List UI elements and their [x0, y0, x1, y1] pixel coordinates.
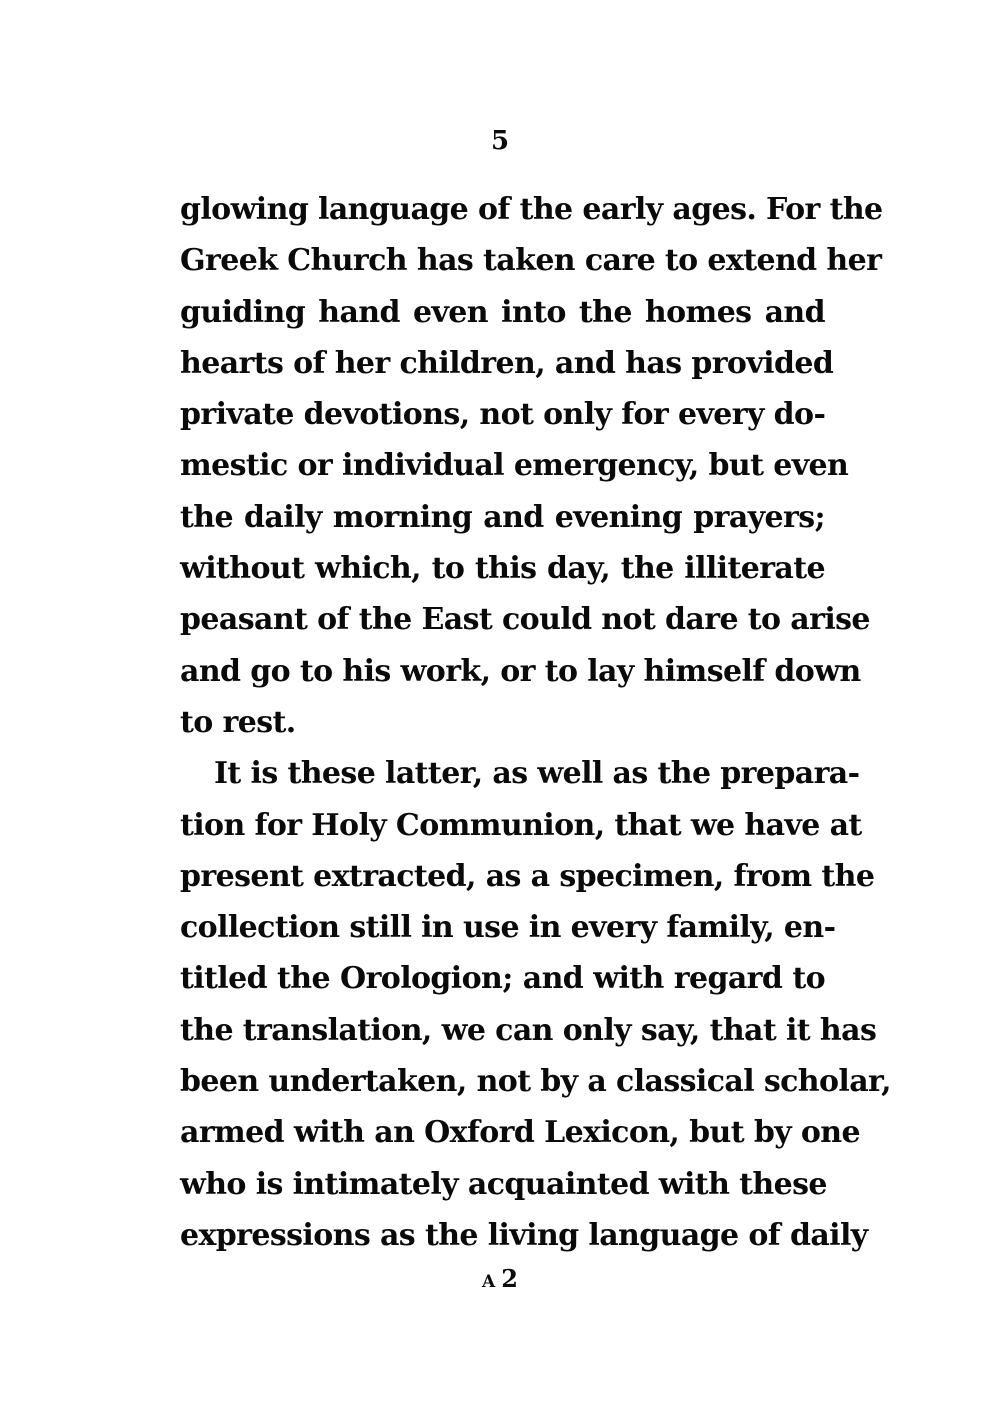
text-line: glowing language of the early ages. For the: [180, 192, 883, 227]
page-number: 5: [490, 126, 510, 156]
printer-signature-mark: [0, 1264, 1000, 1293]
text-line: present extracted, as a specimen, from the: [180, 858, 875, 894]
text-line: been undertaken, not by a classical scholar,: [180, 1064, 891, 1100]
text-line: hearts of her children, and has provided: [180, 345, 834, 381]
text-line-paragraph-start: It is these latter, as well as the prepara-: [214, 756, 860, 792]
text-line: without which, to this day, the illiterate: [180, 551, 825, 587]
text-line: mestic or individual emergency, but even: [180, 448, 849, 484]
text-line: collection still in use in every family, en-: [180, 910, 836, 946]
text-line: the daily morning and evening prayers;: [180, 499, 825, 535]
text-line: who is intimately acquainted with these: [180, 1166, 827, 1202]
text-line: the translation, we can only say, that it has: [180, 1012, 877, 1048]
text-line: Greek Church has taken care to extend her: [180, 243, 882, 279]
text-line: armed with an Oxford Lexicon, but by one: [180, 1115, 860, 1151]
text-line: and go to his work, or to lay himself down: [180, 653, 861, 689]
signature-number: 2: [501, 1264, 518, 1293]
text-line: guiding hand even into the homes and: [180, 294, 825, 330]
text-line-paragraph-end: to rest.: [180, 704, 296, 740]
body-text: [180, 184, 891, 1261]
text-line: titled the Orologion; and with regard to: [180, 961, 825, 997]
text-line: expressions as the living language of daily: [180, 1217, 868, 1253]
text-line: tion for Holy Communion, that we have at: [180, 807, 862, 843]
text-line: private devotions, not only for every do-: [180, 397, 826, 433]
signature-letter: A: [482, 1272, 496, 1292]
text-line: peasant of the East could not dare to arise: [180, 602, 870, 638]
